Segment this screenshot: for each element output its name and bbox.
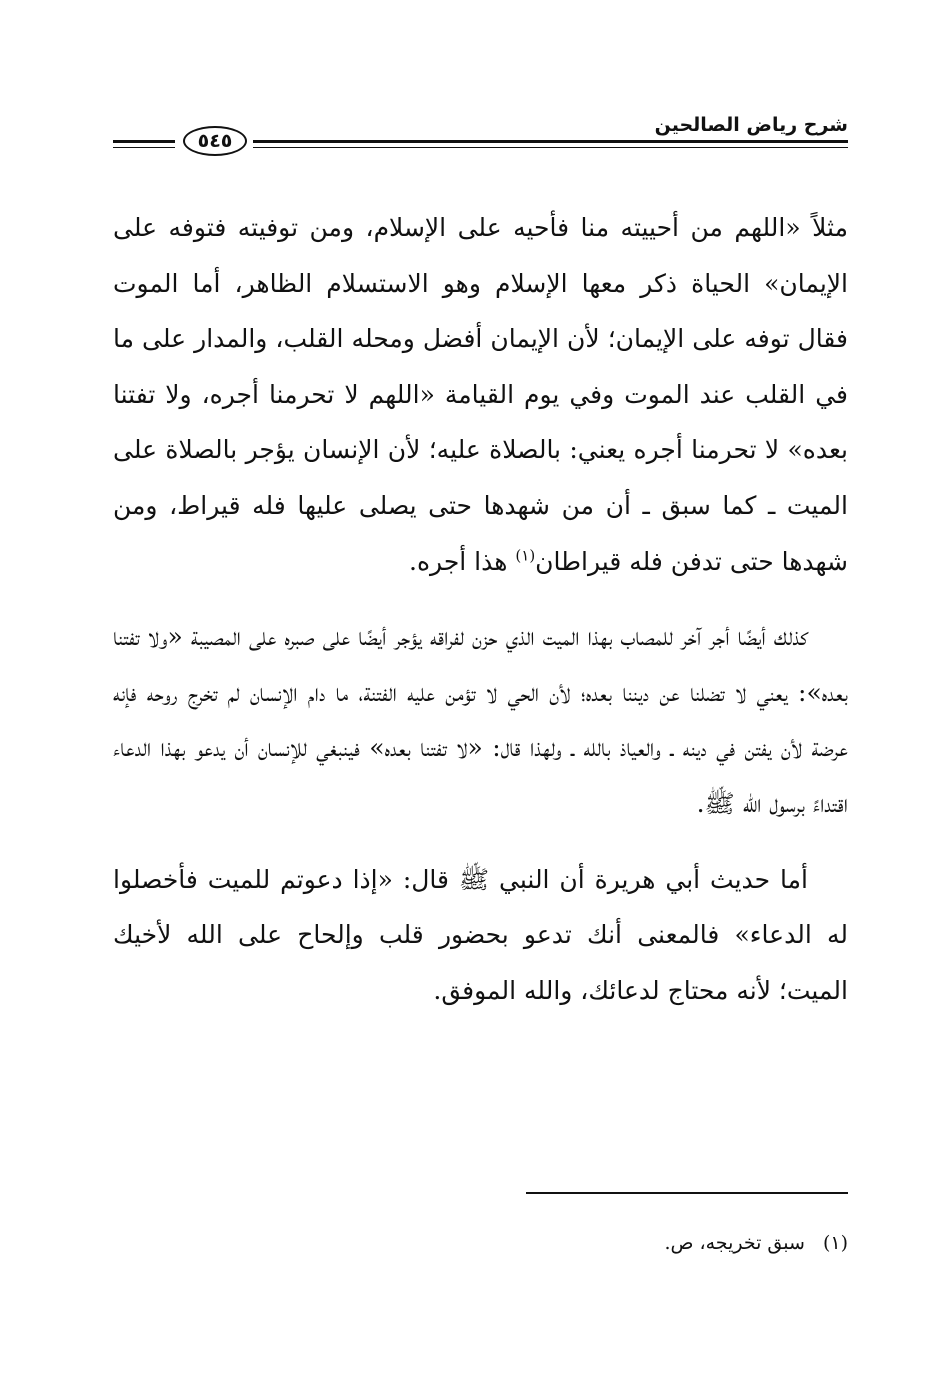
- paragraph-2: كذلك أيضًا أجر آخر للمصاب بهذا الميت الذي حزن لفراقه يؤجر أيضًا على صبره على المصيبة «ولا تفتنا بعده»: يعني لا تضلنا عن ديننا بعده؛ لأن الحي لا تؤمن عليه الفتنة، ما دام الإنسان لم تخرج روحه فإنه عرضة لأن يفتن في دينه ـ والعياذ بالله ـ ولهذا قال: «لا تفتنا بعده» فينبغي للإنسان أن يدعو بهذا الدعاء اقتداءً برسول الله ﷺ.: [113, 622, 848, 818]
- paragraph-3: أما حديث أبي هريرة أن النبي ﷺ قال: «إذا دعوتم للميت فأخصلوا له الدعاء» فالمعنى أنك تدعو بحضور قلب وإلحاح على الله لأخيك الميت؛ لأنه محتاج لدعائك، والله الموفق.: [113, 864, 848, 1005]
- paragraph-1: [113, 200, 848, 589]
- footnote: [664, 1232, 848, 1254]
- paragraph-1-text: مثلاً «اللهم من أحييته منا فأحيه على الإسلام، ومن توفيته فتوفه على الإيمان» الحياة ذكر معها الإسلام وهو الاستسلام الظاهر، أما الموت فقال توفه على الإيمان؛ لأن الإيمان أفضل ومحله القلب، والمدار على ما في القلب عند الموت وفي يوم القيامة «اللهم لا تحرمنا أجره، ولا تفتنا بعده» لا تحرمنا أجره يعني: بالصلاة عليه؛ لأن الإنسان يؤجر بالصلاة على الميت ـ كما سبق ـ أن من شهدها حتى يصلى عليها فله قيراط، ومن شهدها حتى تدفن فله قيراطان: [113, 213, 848, 576]
- page-number: ٥٤٥: [183, 126, 247, 156]
- footnote-text: سبق تخريجه، ص.: [664, 1232, 805, 1254]
- body-text: [113, 200, 848, 1018]
- running-header: [113, 108, 848, 158]
- header-rule-left: [113, 140, 175, 148]
- book-title: شرح رياض الصالحين: [654, 114, 848, 136]
- paragraph-1-end: هذا أجره.: [409, 546, 516, 576]
- header-rule: [253, 140, 848, 148]
- footnote-marker: (١): [822, 1232, 848, 1254]
- footnote-reference[interactable]: (١): [515, 546, 536, 565]
- footnote-divider: [526, 1192, 848, 1194]
